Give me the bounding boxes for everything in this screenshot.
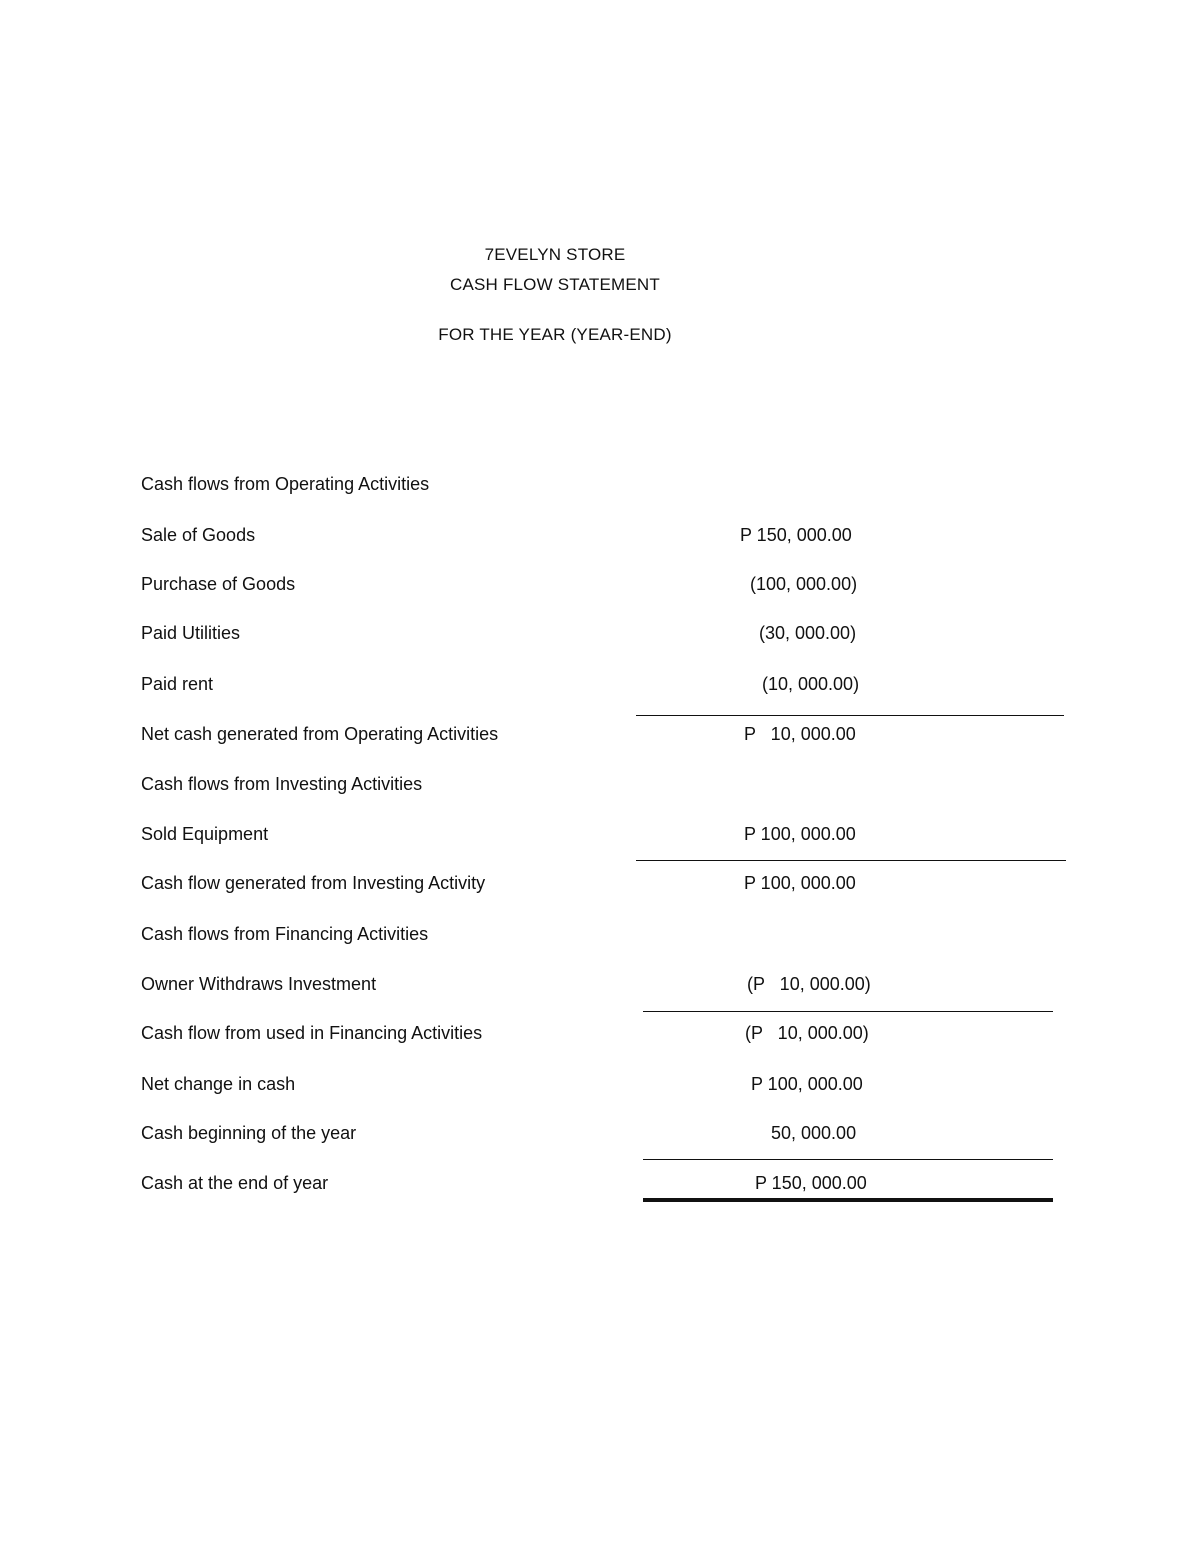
line-label-owner-withdraws: Owner Withdraws Investment [141,974,377,994]
subtotal-rule-financing [643,1011,1053,1012]
line-amount-net-financing: (P 10, 000.00) [745,1023,869,1043]
section-heading-operating: Cash flows from Operating Activities [141,474,430,494]
line-label-purchase-of-goods: Purchase of Goods [141,574,296,594]
line-label-paid-rent: Paid rent [141,674,214,694]
statement-title: CASH FLOW STATEMENT [449,275,660,294]
line-label-net-change: Net change in cash [141,1074,296,1094]
total-double-rule [643,1198,1053,1202]
line-amount-net-operating: P 10, 000.00 [744,724,856,744]
line-label-paid-utilities: Paid Utilities [141,623,241,643]
line-amount-owner-withdraws: (P 10, 000.00) [747,974,871,994]
section-heading-investing: Cash flows from Investing Activities [141,774,423,794]
subtotal-rule-operating [636,715,1064,716]
subtotal-rule-ending [643,1159,1053,1160]
company-name: 7EVELYN STORE [484,245,626,264]
line-label-net-investing: Cash flow generated from Investing Activity [141,873,486,893]
line-amount-paid-rent: (10, 000.00) [762,674,860,694]
section-heading-financing: Cash flows from Financing Activities [141,924,429,944]
line-label-sale-of-goods: Sale of Goods [141,525,256,545]
line-amount-cash-beginning: 50, 000.00 [771,1123,857,1143]
line-amount-net-change: P 100, 000.00 [751,1074,863,1094]
line-amount-sale-of-goods: P 150, 000.00 [740,525,852,545]
line-amount-paid-utilities: (30, 000.00) [759,623,857,643]
line-label-net-financing: Cash flow from used in Financing Activities [141,1023,483,1043]
subtotal-rule-investing [636,860,1066,861]
line-amount-net-investing: P 100, 000.00 [744,873,856,893]
statement-period: FOR THE YEAR (YEAR-END) [438,325,672,344]
line-label-cash-beginning: Cash beginning of the year [141,1123,357,1143]
line-amount-purchase-of-goods: (100, 000.00) [750,574,858,594]
line-label-cash-end: Cash at the end of year [141,1173,329,1193]
line-amount-sold-equipment: P 100, 000.00 [744,824,856,844]
line-label-sold-equipment: Sold Equipment [141,824,269,844]
line-amount-cash-end: P 150, 000.00 [755,1173,867,1193]
line-label-net-operating: Net cash generated from Operating Activities [141,724,499,744]
